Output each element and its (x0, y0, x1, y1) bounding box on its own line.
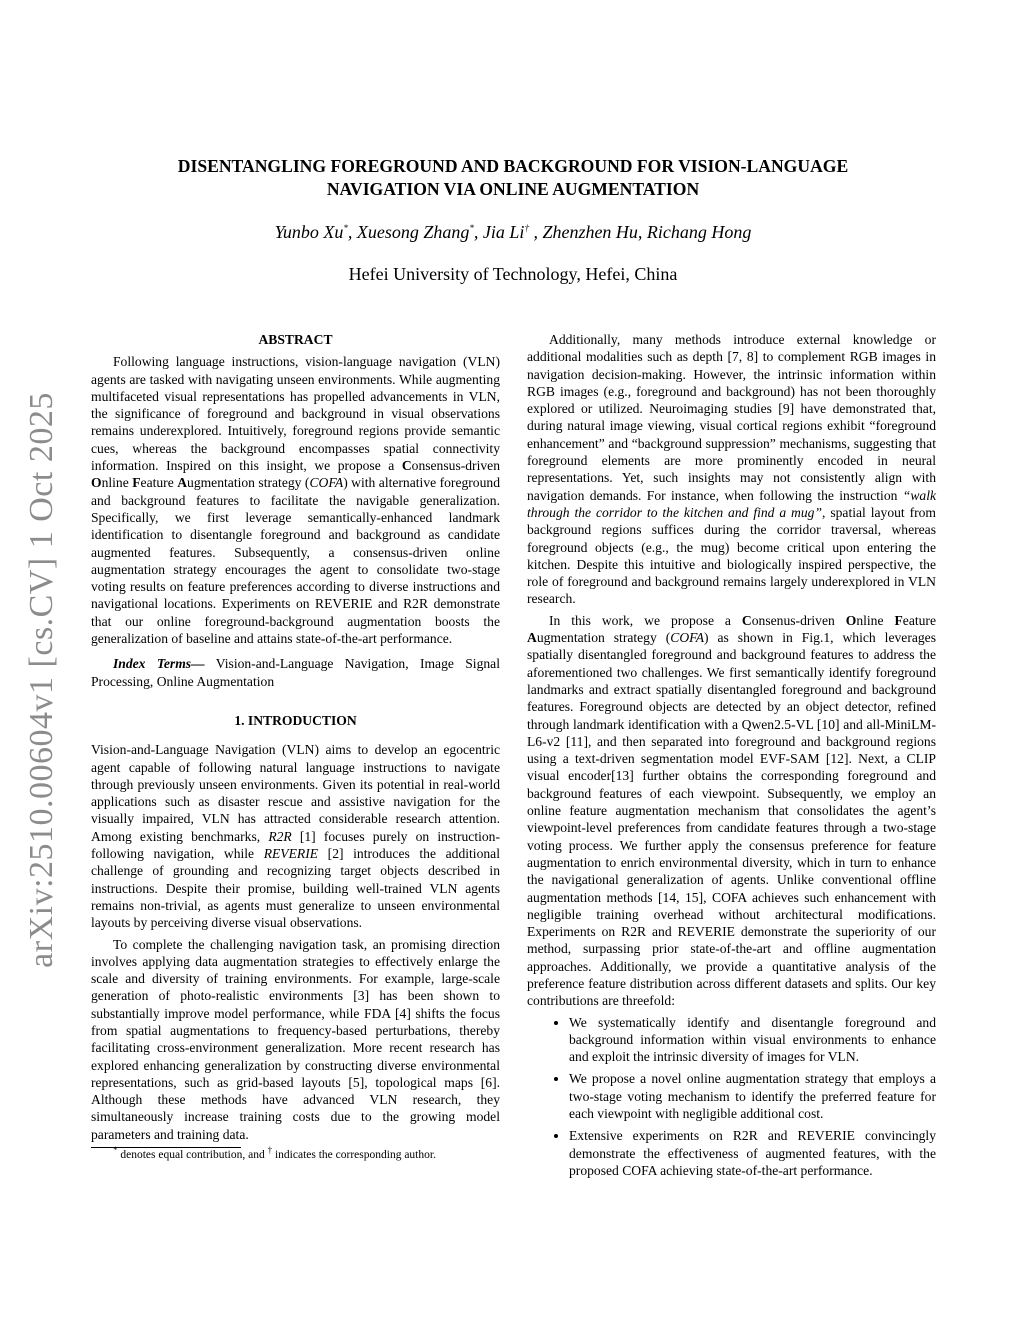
abstract-part-1: Following language instructions, vision-language navigation (VLN) agents are tasked with navigating unseen environments. While augmenting multifaceted visual representations has propelled advancements in VLN, the significance of foreground and background in visual observations remains underexplored. Intuitively, foreground regions provide semantic cues, whereas the background encompasses spatial connectivity information. Inspired on this insight, we propose a (91, 354, 500, 474)
footnote-text-2: indicates the corresponding author. (272, 1149, 436, 1162)
footnote-text-1: denotes equal contribution, and (117, 1149, 268, 1162)
abstract-cofa: COFA (309, 475, 344, 491)
contribution-item: • We propose a novel online augmentation strategy that employs a two-stage voting mechanism to identify the preferred feature for each viewpoint with negligible additional cost. (569, 1070, 936, 1122)
intro-r2r: R2R (268, 828, 292, 844)
abstract-part-5: ugmentation strategy ( (187, 475, 310, 491)
author-1-mark: * (343, 223, 348, 233)
author-1: Yunbo Xu (274, 222, 344, 242)
left-column (91, 331, 500, 1166)
abstract-heading: ABSTRACT (258, 332, 333, 347)
intro-paragraph-1 (91, 741, 500, 931)
right-bold-c: C (741, 612, 752, 628)
author-rest: Zhenzhen Hu, Richang Hong (542, 222, 752, 242)
abstract-text (91, 353, 500, 647)
right-bold-o: O (845, 612, 857, 628)
abstract-part-3: nline (101, 475, 133, 491)
arxiv-identifier (20, 380, 64, 980)
right-paragraph-2 (527, 612, 936, 1010)
author-list (90, 222, 936, 243)
index-terms-text: Vision-and-Language Navigation, Image Signal Processing, Online Augmentation (91, 656, 500, 689)
abstract-part-6: ) with alternative foreground and background features to facilitate the navigable generalization. Specifically, we first leverage semantically-enhanced landmark identification to disentangle foreground and background as candidate augmented features. Subsequently, a consensus-driven online augmentation strategy encourages the agent to consolidate two-stage voting results on feature preferences according to diverse instructions and navigational locations. Experiments on REVERIE and R2R demonstrate that our online foreground-background augmentation boosts the generalization of baseline and attains state-of-the-art performance. (91, 475, 500, 647)
intro-p1-part-2: [1] focuses purely on instruction-following navigation, while (91, 828, 500, 862)
contribution-list (527, 1014, 936, 1180)
contribution-item: • We systematically identify and disentangle foreground and background information within visual environments to enhance and exploit the intrinsic diversity of images for VLN. (569, 1014, 936, 1066)
index-terms-label: Index Terms— (113, 656, 205, 672)
abstract-bold-c: C (401, 458, 412, 474)
right-column (527, 331, 936, 1184)
intro-reverie: REVERIE (263, 846, 319, 862)
paper-title (90, 155, 936, 201)
index-terms (91, 655, 500, 690)
right-paragraph-1 (527, 331, 936, 608)
right-p2-part-4: eature (902, 612, 936, 628)
right-p2-part-1: In this work, we propose a (549, 612, 742, 628)
author-sep-3: , (528, 222, 543, 242)
arxiv-identifier-text: arXiv:2510.00604v1 [cs.CV] 1 Oct 2025 (23, 392, 60, 968)
right-p2-part-3: nline (856, 612, 895, 628)
right-p1-part-1: Additionally, many methods introduce external knowledge or additional modalities such as depth [7, 8] to complement RGB images in navigation decision-making. However, the intrinsic information within RGB images (e.g., foreground and background) has not been thoroughly explored or utilized. Neuroimaging studies [9] have demonstrated that, during natural image viewing, visual cortical regions exhibit “foreground enhancement” and “background suppression” mechanisms, suggesting that foreground elements are more prominently encoded in neural representations. Yet, such insights may not consistently align with navigation demands. For instance, when following the instruction (527, 332, 936, 503)
abstract-bold-f: F (132, 475, 141, 491)
right-p2-part-5: ugmentation strategy ( (536, 630, 671, 646)
author-2-mark: * (469, 223, 474, 233)
right-cofa: COFA (670, 630, 705, 646)
author-2: Xuesong Zhang (356, 222, 470, 242)
abstract-part-4: eature (140, 475, 178, 491)
abstract-part-2: onsensus-driven (411, 458, 500, 474)
right-bold-f: F (894, 612, 903, 628)
intro-paragraph-2: To complete the challenging navigation task, an promising direction involves applying data augmentation strategies to effectively enlarge the scale and diversity of training environments. For example, large-scale generation of photo-realistic environments [3] has been shown to substantially improve model performance, while FDA [4] shifts the focus from spatial augmentations to frequency-based perturbations, thereby facilitating cross-environment generalization. More recent research has explored enhancing generalization by constructing diverse environmental representations, such as grid-based layouts [5], topological maps [6]. Although these methods have advanced VLN research, they simultaneously increase training costs due to the growing model parameters and training data. (91, 936, 500, 1142)
title-line-2: NAVIGATION VIA ONLINE AUGMENTATION (326, 179, 700, 199)
affiliation: Hefei University of Technology, Hefei, China (348, 264, 678, 284)
introduction-heading: 1. INTRODUCTION (234, 712, 357, 728)
right-p2-part-2: onsenus-driven (751, 612, 846, 628)
footnote-mark-1: * (113, 1145, 118, 1156)
author-sep-2: , (473, 222, 483, 242)
contribution-item: • Extensive experiments on R2R and REVERIE convincingly demonstrate the effectiveness of augmented features, with the proposed COFA achieving state-of-the-art performance. (569, 1127, 936, 1179)
right-p2-part-6: ) as shown in Fig.1, which leverages spatially disentangled foreground and background features to address the aforementioned two challenges. We first semantically identify foreground landmarks and extract spatially disentangled foreground and background features. Foreground objects are detected by an object detector, refined through landmark identification with a Qwen2.5-VL [10] and all-MiniLM-L6-v2 [11], and then separated into foreground and background regions using a text-driven segmentation model EVF-SAM [12]. Next, a CLIP visual encoder[13] further obtains the corresponding foreground and background features of each viewpoint. Subsequently, we employ an online feature augmentation mechanism that consolidates the agent’s viewpoint-level preferences from candidate features through a two-stage voting process. We further apply the consensus preference for feature augmentation to enrich environmental diversity, which in turn to enhance the navigational generalization of agents. Unlike conventional offline augmentation methods [14, 15], COFA achieves such enhancement with negligible training overhead without architectural modifications. Experiments on R2R and REVERIE demonstrate the superiority of our method, surpassing prior state-of-the-art and offline augmentation approaches. Additionally, we provide a quantitative analysis of the preference feature distribution across different datasets and splits. Our key contributions are threefold: (527, 630, 937, 1009)
author-3-mark: † (524, 223, 529, 233)
footnote (91, 1145, 500, 1162)
abstract-bold-o: O (91, 475, 102, 491)
intro-p1-part-3: [2] introduces the additional challenge of grounding and recognizing target objects described in instructions. Despite their promise, building well-trained VLN agents remains non-trivial, as agents must generalize to unseen environmental layouts by perceiving diverse visual observations. (91, 846, 500, 931)
intro-p1-part-1: Vision-and-Language Navigation (VLN) aims to develop an egocentric agent capable of following natural language instructions to navigate through previously unseen environments. Given its potential in real-world applications such as disaster rescue and assistive navigation for the visually impaired, VLN has attracted considerable research attention. Among existing benchmarks, (91, 742, 500, 844)
title-line-1: DISENTANGLING FOREGROUND AND BACKGROUND FOR VISION-LANGUAGE (177, 156, 849, 176)
author-3: Jia Li (482, 222, 525, 242)
abstract-bold-a: A (177, 475, 188, 491)
right-bold-a: A (527, 630, 537, 646)
right-p1-part-2: , spatial layout from background regions suffices during the corridor traversal, whereas foreground objects (e.g., the mug) become critical upon entering the kitchen. Despite this intuitive and biologically inspired perspective, the role of foreground and background remains largely underexplored in VLN research. (527, 504, 937, 607)
footnote-mark-2: † (267, 1145, 273, 1156)
instruction-quote: “walk through the corridor to the kitchen and find a mug” (527, 487, 936, 520)
author-sep-1: , (347, 222, 357, 242)
